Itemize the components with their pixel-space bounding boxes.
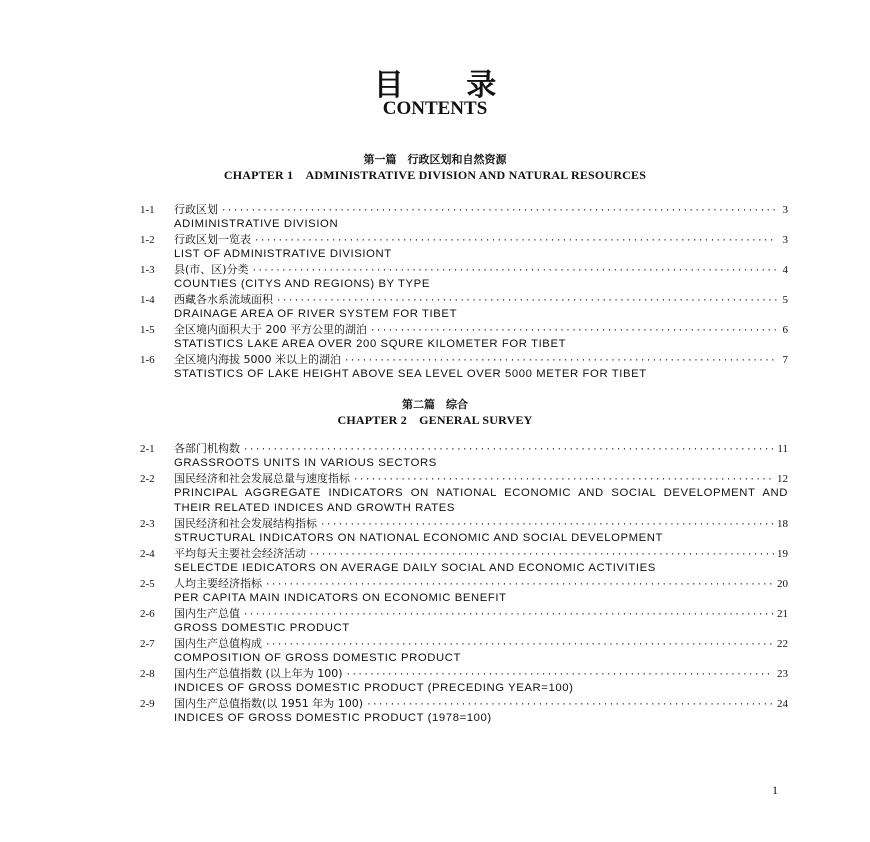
toc-entry-title-cn: 各部门机构数 xyxy=(174,442,240,455)
toc-entry-title-en: LIST OF ADMINISTRATIVE DIVISIONT xyxy=(174,248,392,260)
toc-entry-number: 1-4 xyxy=(140,294,155,306)
toc-entry-number: 1-6 xyxy=(140,354,155,366)
toc-entry-title-cn: 行政区划一览表 xyxy=(174,233,251,246)
toc-entry-title-cn: 国民经济和社会发展总量与速度指标 xyxy=(174,472,350,485)
toc-entry-title-en: PRINCIPAL AGGREGATE INDICATORS ON NATIONAL ECONOMIC AND SOCIAL DEVELOPMENT AND THEIR RELATED INDICES AND GROWTH RATES xyxy=(174,487,788,514)
toc-entry-page: 7 xyxy=(782,354,788,366)
toc-entry-title-cn: 全区境内面积大于 200 平方公里的湖泊 xyxy=(174,323,367,336)
toc-entry-page: 20 xyxy=(777,578,788,590)
toc-entry-page: 3 xyxy=(782,204,788,216)
toc-entry-page: 19 xyxy=(777,548,788,560)
toc-entry xyxy=(140,322,788,352)
toc-entry-title-cn: 国内生产总值指数(以 1951 年为 100) xyxy=(174,697,364,710)
toc-entry xyxy=(140,576,788,606)
toc-entry-title-en: INDICES OF GROSS DOMESTIC PRODUCT (PRECEDING YEAR=100) xyxy=(174,682,574,694)
toc-entry-title-en: STRUCTURAL INDICATORS ON NATIONAL ECONOMIC AND SOCIAL DEVELOPMENT xyxy=(174,532,664,544)
toc-entry xyxy=(140,471,788,516)
toc-entry-number: 1-3 xyxy=(140,264,155,276)
toc-entry-row xyxy=(140,636,788,651)
toc-entry-number: 2-3 xyxy=(140,518,155,530)
toc-entry-row xyxy=(140,202,788,217)
page-title-cn: 目 录 xyxy=(373,68,523,103)
chapter-2-title-en: CHAPTER 2 GENERAL SURVEY xyxy=(337,413,533,427)
toc-entry-page: 24 xyxy=(777,698,788,710)
toc-entry-page: 12 xyxy=(777,473,788,485)
chapter-2-entries xyxy=(140,441,788,726)
toc-entry xyxy=(140,516,788,546)
toc-entry-number: 2-5 xyxy=(140,578,155,590)
chapter-1-title-cn: 第一篇 行政区划和自然资源 xyxy=(363,153,507,166)
toc-entry-title-en: STATISTICS OF LAKE HEIGHT ABOVE SEA LEVEL OVER 5000 METER FOR TIBET xyxy=(174,368,647,380)
toc-entry-title-en: COUNTIES (CITYS AND REGIONS) BY TYPE xyxy=(174,278,430,290)
toc-entry xyxy=(140,606,788,636)
toc-entry-title-cn: 西藏各水系流域面积 xyxy=(174,293,273,306)
toc-entry xyxy=(140,546,788,576)
toc-entry-number: 1-2 xyxy=(140,234,155,246)
toc-entry-title-cn: 国民经济和社会发展结构指标 xyxy=(174,517,317,530)
toc-entry-title-en: COMPOSITION OF GROSS DOMESTIC PRODUCT xyxy=(174,652,462,664)
chapter-1-heading xyxy=(0,152,870,183)
toc-entry-row xyxy=(140,546,788,561)
toc-entry-title-cn: 全区境内海拔 5000 米以上的湖泊 xyxy=(174,353,341,366)
toc-entry-row xyxy=(140,322,788,337)
toc-entry xyxy=(140,666,788,696)
toc-entry-title-cn: 国内生产总值 xyxy=(174,607,240,620)
chapter-1-entries xyxy=(140,202,788,382)
toc-entry-title-en: DRAINAGE AREA OF RIVER SYSTEM FOR TIBET xyxy=(174,308,458,320)
toc-entry xyxy=(140,232,788,262)
toc-entry-number: 2-2 xyxy=(140,473,155,485)
page-title-en: CONTENTS xyxy=(382,98,488,119)
toc-entry-page: 3 xyxy=(782,234,788,246)
toc-entry-number: 2-8 xyxy=(140,668,155,680)
toc-entry-row xyxy=(140,516,788,531)
toc-entry-row xyxy=(140,576,788,591)
toc-entry xyxy=(140,352,788,382)
toc-entry-title-cn: 人均主要经济指标 xyxy=(174,577,262,590)
toc-entry-title-en: GRASSROOTS UNITS IN VARIOUS SECTORS xyxy=(174,457,437,469)
toc-entry xyxy=(140,262,788,292)
toc-entry-number: 2-1 xyxy=(140,443,155,455)
toc-entry-number: 2-6 xyxy=(140,608,155,620)
toc-entry-title-cn: 国内生产总值构成 xyxy=(174,637,262,650)
toc-entry-row xyxy=(140,606,788,621)
toc-entry-page: 11 xyxy=(777,443,788,455)
toc-entry-title-en: ADIMINISTRATIVE DIVISION xyxy=(174,218,339,230)
toc-entry-title-cn: 县(市、区)分类 xyxy=(174,263,249,276)
toc-entry-number: 2-4 xyxy=(140,548,155,560)
toc-entry-title-cn: 国内生产总值指数 (以上年为 100) xyxy=(174,667,343,680)
toc-entry-title-en: STATISTICS LAKE AREA OVER 200 SQURE KILOMETER FOR TIBET xyxy=(174,338,567,350)
toc-entry-page: 6 xyxy=(782,324,788,336)
toc-entry xyxy=(140,202,788,232)
toc-entry-page: 4 xyxy=(782,264,788,276)
toc-entry-row xyxy=(140,292,788,307)
toc-entry-title-cn: 行政区划 xyxy=(174,203,218,216)
toc-entry xyxy=(140,441,788,471)
toc-entry-row xyxy=(140,666,788,681)
toc-entry-row xyxy=(140,262,788,277)
toc-entry-row xyxy=(140,441,788,456)
toc-entry-page: 18 xyxy=(777,518,788,530)
chapter-2-title-cn: 第二篇 综合 xyxy=(402,398,468,411)
toc-entry-row xyxy=(140,232,788,247)
toc-entry-number: 1-5 xyxy=(140,324,155,336)
toc-entry-title-cn: 平均每天主要社会经济活动 xyxy=(174,547,306,560)
toc-entry-page: 23 xyxy=(777,668,788,680)
toc-entry-row xyxy=(140,352,788,367)
toc-entry-title-en: INDICES OF GROSS DOMESTIC PRODUCT (1978=100) xyxy=(174,712,492,724)
chapter-1-title-en: CHAPTER 1 ADMINISTRATIVE DIVISION AND NATURAL RESOURCES xyxy=(223,168,647,182)
toc-entry-title-en: PER CAPITA MAIN INDICATORS ON ECONOMIC BENEFIT xyxy=(174,592,507,604)
page-number: 1 xyxy=(772,783,778,797)
chapter-2-heading xyxy=(0,397,870,428)
toc-entry-page: 21 xyxy=(777,608,788,620)
toc-entry-title-en: SELECTDE IEDICATORS ON AVERAGE DAILY SOCIAL AND ECONOMIC ACTIVITIES xyxy=(174,562,656,574)
toc-entry xyxy=(140,696,788,726)
toc-entry-number: 1-1 xyxy=(140,204,155,216)
toc-entry-page: 5 xyxy=(782,294,788,306)
toc-entry-number: 2-9 xyxy=(140,698,155,710)
toc-entry xyxy=(140,636,788,666)
toc-entry-row xyxy=(140,696,788,711)
toc-entry-title-en: GROSS DOMESTIC PRODUCT xyxy=(174,622,350,634)
toc-entry-row xyxy=(140,471,788,486)
toc-entry-page: 22 xyxy=(777,638,788,650)
toc-entry xyxy=(140,292,788,322)
toc-entry-number: 2-7 xyxy=(140,638,155,650)
